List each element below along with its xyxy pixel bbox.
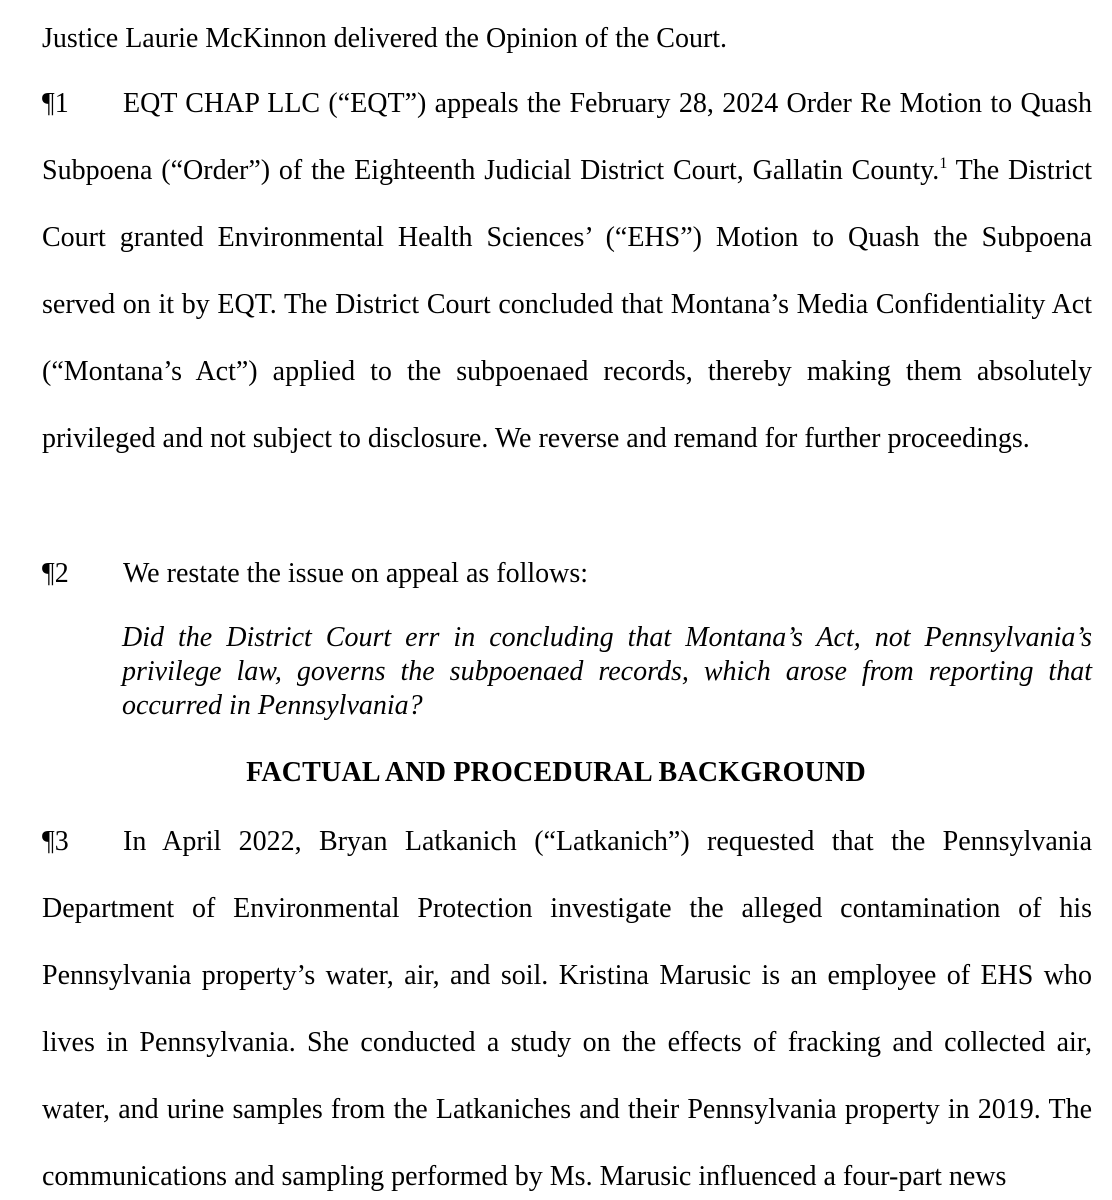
paragraph-2 <box>42 540 1092 607</box>
paragraph-1 <box>42 70 1092 472</box>
paragraph-number: ¶3 <box>42 826 69 857</box>
section-heading: FACTUAL AND PROCEDURAL BACKGROUND <box>246 757 866 788</box>
issue-statement: Did the District Court err in concluding that Montana’s Act, not Pennsylvania’s privilege law, governs the subpoenaed records, which arose from reporting that occurred in Pennsylvania? <box>122 622 1092 721</box>
paragraph-text: EQT CHAP LLC (“EQT”) appeals the February 28, 2024 Order Re Motion to Quash Subpoena (“Order”) of the Eighteenth Judicial District Court, Gallatin County. <box>42 88 1092 186</box>
opinion-author-line: Justice Laurie McKinnon delivered the Opinion of the Court. <box>42 23 728 54</box>
paragraph-3 <box>42 808 1092 1200</box>
paragraph-text: We restate the issue on appeal as follows: <box>123 558 589 589</box>
paragraph-text: In April 2022, Bryan Latkanich (“Latkanich”) requested that the Pennsylvania Department of Environmental Protection investigate the alleged contamination of his Pennsylvania property’s water, air, and soil. Kristina Marusic is an employee of EHS who lives in Pennsylvania. She conducted a study on the effects of fracking and collected air, water, and urine samples from the Latkaniches and their Pennsylvania property in 2019. The communications and sampling performed by Ms. Marusic influenced a four-part news <box>42 826 1092 1192</box>
paragraph-number: ¶2 <box>42 558 69 589</box>
paragraph-number: ¶1 <box>42 88 69 119</box>
footnote-marker[interactable]: 1 <box>939 155 948 172</box>
paragraph-text-continued: The District Court granted Environmental Health Sciences’ (“EHS”) Motion to Quash the Subpoena served on it by EQT. The District Court concluded that Montana’s Media Confidentiality Act (“Montana’s Act”) applied to the subpoenaed records, thereby making them absolutely privileged and not subject to disclosure. We reverse and remand for further proceedings. <box>42 155 1093 454</box>
